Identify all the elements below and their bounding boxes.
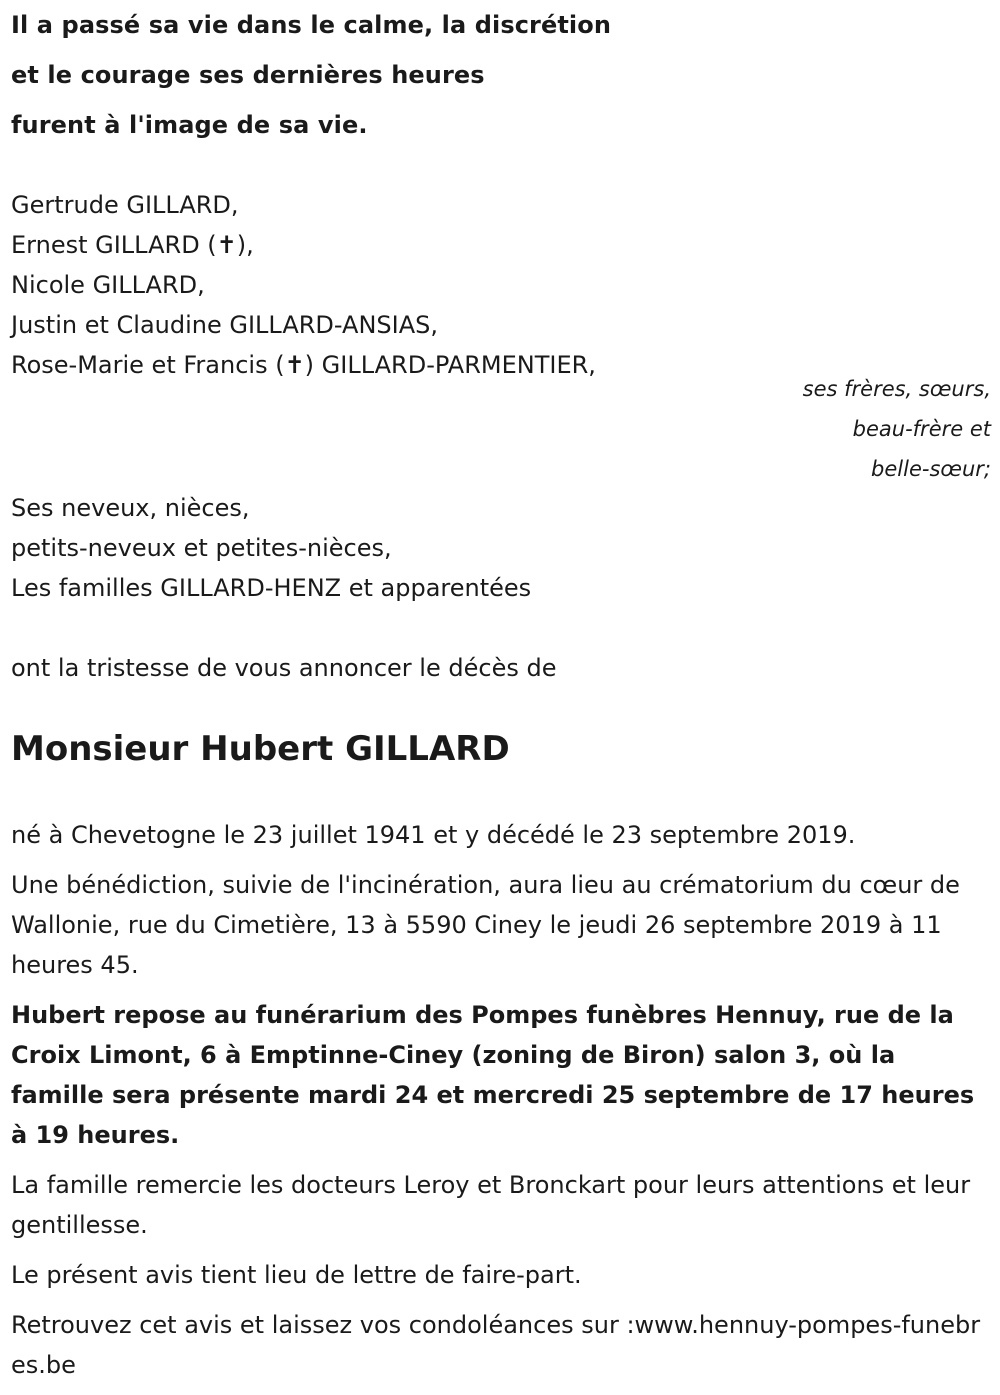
funeral-home-paragraph: Hubert repose au funérarium des Pompes funèbres Hennuy, rue de la Croix Limont, 6 à Emptinne-Ciney (zoning de Biron) salon 3, où la famille sera présente mardi 24 et mercredi 25 septembre de 17 heures à 19 heures. [11, 1001, 975, 1149]
relatives-line: Les familles GILLARD-HENZ et apparentées [11, 574, 532, 602]
ceremony-paragraph: Une bénédiction, suivie de l'incinération, aura lieu au crématorium du cœur de Wallonie, rue du Cimetière, 13 à 5590 Ciney le jeudi 26 septembre 2019 à 11 heures 45. [11, 871, 960, 979]
epitaph [11, 6, 991, 156]
epitaph-line-1: Il a passé sa vie dans le calme, la discrétion [11, 11, 612, 39]
family-member: Gertrude GILLARD, [11, 191, 239, 219]
epitaph-line-3: furent à l'image de sa vie. [11, 111, 368, 139]
family-member: Ernest GILLARD (✝), [11, 231, 254, 259]
relationship-note [591, 371, 991, 491]
relatives-line: petits-neveux et petites-nièces, [11, 534, 392, 562]
relationship-line-1: ses frères, sœurs, [802, 377, 991, 401]
notice-details [11, 815, 991, 1395]
relatives-line: Ses neveux, nièces, [11, 494, 250, 522]
announcement-text: ont la tristesse de vous annoncer le décès de [11, 654, 557, 682]
deceased-name: Monsieur Hubert GILLARD [11, 729, 510, 769]
relationship-line-2: beau-frère et [852, 417, 991, 441]
epitaph-line-2: et le courage ses dernières heures [11, 61, 485, 89]
relationship-line-3: belle-sœur; [871, 457, 991, 481]
thanks-paragraph: La famille remercie les docteurs Leroy et Bronckart pour leurs attentions et leur gentillesse. [11, 1171, 971, 1239]
notice-paragraph: Le présent avis tient lieu de lettre de faire-part. [11, 1261, 582, 1289]
birth-death-paragraph: né à Chevetogne le 23 juillet 1941 et y décédé le 23 septembre 2019. [11, 821, 856, 849]
family-member: Rose-Marie et Francis (✝) GILLARD-PARMENTIER, [11, 351, 596, 379]
family-list [11, 185, 991, 385]
relatives-list [11, 488, 991, 608]
family-member: Justin et Claudine GILLARD-ANSIAS, [11, 311, 439, 339]
family-member: Nicole GILLARD, [11, 271, 205, 299]
condolences-paragraph: Retrouvez cet avis et laissez vos condoléances sur :www.hennuy-pompes-funebres.be [11, 1311, 981, 1379]
